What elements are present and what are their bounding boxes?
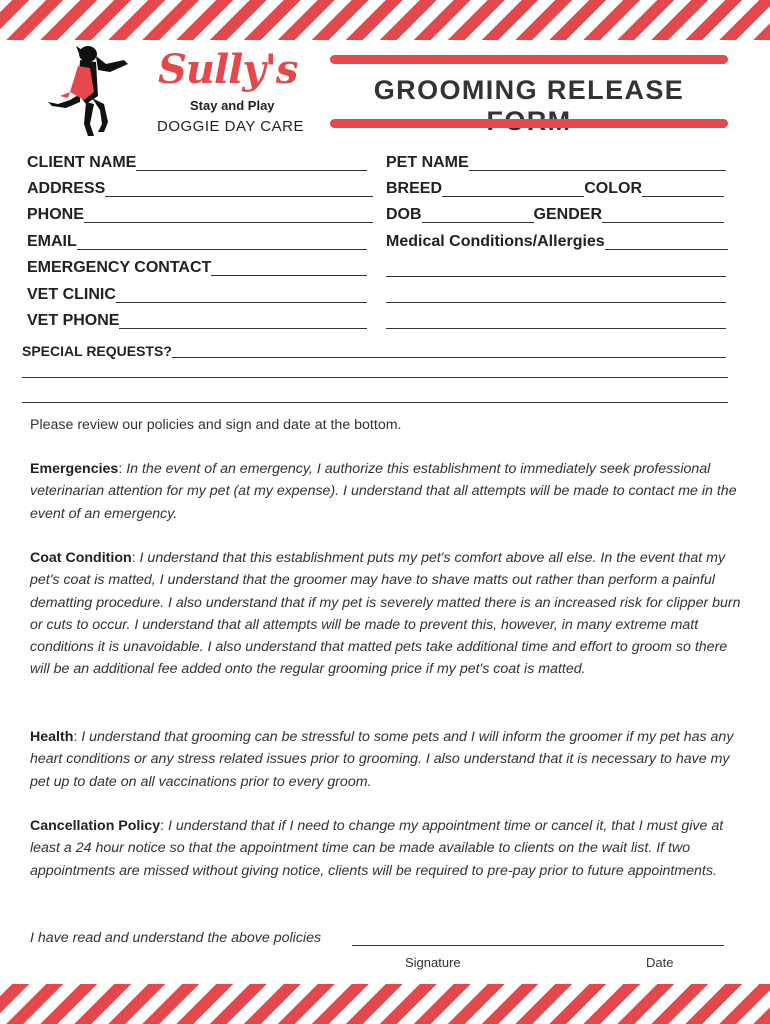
signature-date-line[interactable]	[352, 945, 724, 946]
dob-line[interactable]	[422, 221, 534, 223]
phone-line[interactable]	[84, 221, 373, 223]
brand-logo	[40, 44, 320, 144]
special-requests-field[interactable]	[22, 339, 726, 361]
pet-name-label: PET NAME	[386, 154, 469, 171]
policy-cancellation: Cancellation Policy: I understand that if I need to change my appointment time or cancel it, that I must give at least a 24 hour notice so that the appointment time can be made available to clients on the wait list. If two appointments are missed without giving notice, clients will be required to pre-pay prior to future appointments.	[30, 818, 724, 879]
special-requests-line[interactable]	[172, 356, 726, 358]
intro-text: Please review our policies and sign and date at the bottom.	[30, 417, 402, 433]
phone-field[interactable]	[27, 204, 373, 226]
email-field[interactable]	[27, 231, 367, 253]
special-requests-label: SPECIAL REQUESTS?	[22, 343, 172, 359]
email-line[interactable]	[77, 248, 367, 250]
policy-title: Cancellation Policy	[30, 818, 161, 834]
brand-name: Sully's	[158, 46, 298, 93]
gender-line[interactable]	[602, 221, 724, 223]
pet-name-line[interactable]	[469, 169, 726, 171]
emergency-contact-line[interactable]	[211, 274, 367, 276]
medical-conditions-line[interactable]	[605, 248, 728, 250]
breed-label: BREED	[386, 180, 443, 197]
medical-conditions-field[interactable]	[386, 231, 728, 253]
policy-text: In the event of an emergency, I authorize this establishment to immediately seek professional veterinarian attention for my pet (at my expense). I understand that all attempts will be made to contact me in the event of an emergency.	[30, 461, 737, 522]
policy-emergencies: Emergencies: In the event of an emergency, I authorize this establishment to immediately seek professional veterinarian attention for my pet (at my expense). I understand that all attempts will be made to contact me in the event of an emergency.	[30, 461, 737, 522]
client-name-field[interactable]	[27, 152, 367, 174]
medical-extra-line[interactable]	[386, 328, 726, 329]
vet-phone-label: VET PHONE	[27, 312, 120, 329]
vet-clinic-label: VET CLINIC	[27, 286, 116, 303]
client-name-line[interactable]	[136, 169, 367, 171]
medical-extra-line[interactable]	[386, 276, 726, 277]
date-label: Date	[646, 955, 674, 970]
address-line[interactable]	[105, 195, 373, 197]
brand-tagline: Stay and Play	[190, 98, 275, 113]
vet-phone-line[interactable]	[119, 327, 367, 329]
breed-line[interactable]	[442, 195, 584, 197]
form-title: GROOMING RELEASE	[373, 75, 685, 105]
phone-label: PHONE	[27, 206, 84, 223]
medical-conditions-label: Medical Conditions/Allergies	[386, 233, 605, 250]
signature-label: Signature	[405, 955, 461, 970]
title-bar-bottom	[330, 119, 728, 128]
brand-subtitle: DOGGIE DAY CARE	[157, 118, 304, 135]
vet-clinic-line[interactable]	[116, 301, 367, 303]
policy-text: I understand that if I need to change my appointment time or cancel it, that I must give at least a 24 hour notice so that the appointment time can be made available to clients on the wait list. If two appointments are missed without giving notice, clients will be required to pre-pay prior to future appointments.	[30, 818, 724, 879]
pet-name-field[interactable]	[386, 152, 726, 174]
client-name-label: CLIENT NAME	[27, 154, 137, 171]
vet-phone-field[interactable]	[27, 310, 367, 332]
dob-label: DOB	[386, 206, 422, 223]
policy-health: Health: I understand that grooming can be stressful to some pets and I will inform the groomer if my pet has any heart conditions or any stress related issues prior to grooming. I also understand that it is necessary to have my pet up to date on all vaccinations prior to every groom.	[30, 729, 734, 790]
special-requests-line[interactable]	[22, 402, 728, 403]
special-requests-line[interactable]	[22, 377, 728, 378]
policy-title: Emergencies	[30, 461, 119, 477]
policy-text: I understand that grooming can be stressful to some pets and I will inform the groomer if my pet has any heart conditions or any stress related issues prior to grooming. I also understand that it is necessary to have my pet up to date on all vaccinations prior to every groom.	[30, 729, 734, 790]
dob-gender-field[interactable]	[386, 204, 724, 226]
breed-color-field[interactable]	[386, 178, 724, 200]
medical-extra-line[interactable]	[386, 302, 726, 303]
address-field[interactable]	[27, 178, 373, 200]
address-label: ADDRESS	[27, 180, 106, 197]
emergency-contact-field[interactable]	[27, 257, 367, 279]
title-bar-top	[330, 55, 728, 64]
vet-clinic-field[interactable]	[27, 284, 367, 306]
policy-coat-condition: Coat Condition: I understand that this establishment puts my pet's comfort above all else. In the event that my pet's coat is matted, I understand that the groomer may have to shave matts out rather than perform a painful dematting procedure. I also understand that if my pet is severely matted there is an increased risk for clipper burn or cuts to occur. I understand that all attempts will be made to prevent this, however, in many extreme matt conditions it is unavoidable. I also understand that matted pets take additional time and effort to groom so there will be an additional fee added onto the regular grooming price if my pet's coat is matted.	[30, 550, 741, 678]
color-line[interactable]	[642, 195, 724, 197]
dog-silhouette-icon	[40, 44, 140, 140]
policy-text: I understand that this establishment puts my pet's comfort above all else. In the event that my pet's coat is matted, I understand that the groomer may have to shave matts out rather than perform a painful dematting procedure. I also understand that if my pet is severely matted there is an increased risk for clipper burn or cuts to occur. I understand that all attempts will be made to prevent this, however, in many extreme matt conditions it is unavoidable. I also understand that matted pets take additional time and effort to groom so there will be an additional fee added onto the regular grooming price if my pet's coat is matted.	[30, 550, 741, 678]
gender-label: GENDER	[533, 206, 602, 223]
policy-title: Health	[30, 729, 74, 745]
color-label: COLOR	[584, 180, 642, 197]
policy-title: Coat Condition	[30, 550, 132, 566]
emergency-contact-label: EMERGENCY CONTACT	[27, 259, 212, 276]
bottom-stripe-border	[0, 984, 770, 1024]
email-label: EMAIL	[27, 233, 77, 250]
acknowledgement-text: I have read and understand the above policies	[30, 930, 322, 946]
top-stripe-border	[0, 0, 770, 40]
